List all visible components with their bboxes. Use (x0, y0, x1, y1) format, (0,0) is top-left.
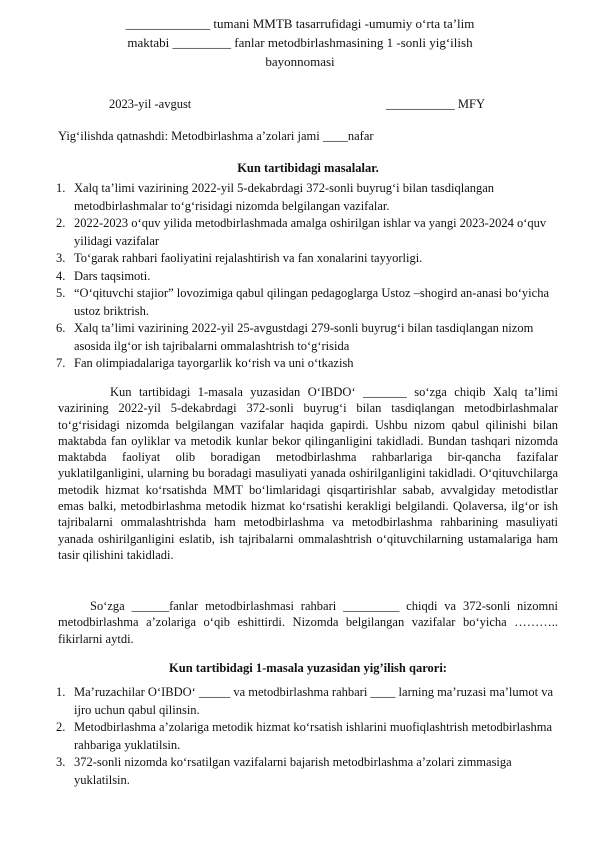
document-title (60, 14, 540, 71)
decision-item (56, 684, 556, 719)
decision-heading: Kun tartibidagi 1-masala yuzasidan yig’ilish qarori: (169, 661, 447, 675)
discussion-paragraph-1: Kun tartibidagi 1-masala yuzasidan O‘IBDO‘ _______ so‘zga chiqib Xalq ta’limi vazirining 2022-yil 5-dekabrdagi 372-sonli buyrug‘i bilan tasdiqlangan metodbirlashmalar to‘g‘risidagi nizomda belgilangan vazifalar haqida gapirdi. Ushbu nizom qabul qilinishi bilan maktabda fan oyliklar va metodik kunlar bekor qilinganligini takidladi. Bundan tashqari nizomda maktabda faoliyat olib boradigan metodbirlashma rahbarlariga bir-qancha fazifalar yuklatilganligini, ularning bu boradagi masuliyati yanada oshirilganligini takidladi. O‘qituvchilarga metodik hizmat ko‘rsatishda MMT bo‘limlaridagi qisqartirishlar sabab, avvalgiday metodistlar emas balki, metodbirlashma metodik hizmat ko‘rsatishi kerakligi belgilandi. Qolaversa, ilg‘or ish tajribalarni ommalashtrishda ham metodbirlashma va metodbirlashma rahbarining masuliyati yanada oshirilganligini eslatib, ish tajribalarni ommalashtrish o‘qituvchilarning ustamalariga ham tasir qilishini takidladi. (58, 385, 558, 562)
meeting-place: ___________ MFY (386, 97, 485, 111)
agenda-item (56, 250, 556, 268)
agenda-item (56, 268, 556, 286)
title-line-1: _____________ tumani MMTB tasarrufidagi -umumiy o‘rta ta’lim (125, 16, 475, 31)
decision-list (56, 684, 556, 789)
agenda-item-text: Fan olimpiadalariga tayorgarlik ko‘rish va uni o‘tkazish (74, 356, 354, 370)
agenda-item-number: 5. (56, 286, 66, 300)
attendance-line: Yig‘ilishda qatnashdi: Metodbirlashma a’zolari jami ____nafar (58, 129, 374, 143)
decision-item-text: Metodbirlashma a’zolariga metodik hizmat ko‘rsatish ishlarini muofiqlashtrish metodbirlashma rahbariga yuklatilsin. (74, 720, 553, 752)
agenda-item-text: “O‘qituvchi stajior” lovozimiga qabul qilingan pedagoglarga Ustoz –shogird an-anasi bo‘yicha ustoz briktrish. (74, 286, 549, 318)
agenda-item (56, 320, 556, 355)
decision-item-number: 1. (56, 685, 66, 699)
decision-item-text: 372-sonli nizomda ko‘rsatilgan vazifalarni bajarish metodbirlashma a’zolari zimmasiga yuklatilsin. (74, 755, 512, 787)
agenda-heading: Kun tartibidagi masalalar. (237, 161, 379, 175)
agenda-item-number: 3. (56, 251, 66, 265)
agenda-item-number: 6. (56, 321, 66, 335)
decision-item (56, 754, 556, 789)
discussion-paragraph-2: So‘zga ______fanlar metodbirlashmasi rahbari _________ chiqdi va 372-sonli nizomni metodbirlashma a’zolariga o‘qib eshittirdi. Nizomda belgilangan vazifalar bo‘yicha ……….. fikirlarni aytdi. (58, 599, 558, 646)
agenda-item-text: 2022-2023 o‘quv yilida metodbirlashmada amalga oshirilgan ishlar va yangi 2023-2024 o‘quv yilidagi vazifalar (74, 216, 547, 248)
meeting-date: 2023-yil -avgust (109, 97, 192, 111)
agenda-item (56, 215, 556, 250)
agenda-item-number: 4. (56, 268, 66, 283)
agenda-item (56, 355, 556, 373)
decision-item-text: Ma’ruzachilar O‘IBDO‘ _____ va metodbirlashma rahbari ____ larning ma’ruzasi ma’lumot va ijro uchun qabul qilinsin. (74, 685, 554, 717)
agenda-item-text: Xalq ta’limi vazirining 2022-yil 25-avgustdagi 279-sonli buyrug‘i bilan tasdiqlangan nizom asosida ilg‘or ish tajribalarni ommalashtrish to‘g‘risida (74, 321, 534, 353)
decision-item-number: 3. (56, 755, 66, 769)
decision-item-number: 2. (56, 720, 66, 734)
agenda-item-text: Dars taqsimoti. (74, 268, 151, 283)
agenda-item-number: 2. (56, 216, 66, 230)
agenda-item (56, 285, 556, 320)
decision-item (56, 719, 556, 754)
agenda-item-text: Xalq ta’limi vazirining 2022-yil 5-dekabrdagi 372-sonli buyrug‘i bilan tasdiqlangan metodbirlashmalar to‘g‘risidagi nizomda belgilangan vazifalar. (74, 181, 495, 213)
agenda-item (56, 180, 556, 215)
agenda-item-number: 1. (56, 181, 66, 195)
agenda-item-number: 7. (56, 356, 66, 370)
title-line-2: maktabi _________ fanlar metodbirlashmasining 1 -sonli yig‘ilish (127, 35, 473, 50)
title-line-3: bayonnomasi (265, 54, 335, 69)
agenda-item-text: To‘garak rahbari faoliyatini rejalashtirish va fan xonalarini tayyorligi. (74, 251, 423, 265)
agenda-list (56, 180, 556, 373)
